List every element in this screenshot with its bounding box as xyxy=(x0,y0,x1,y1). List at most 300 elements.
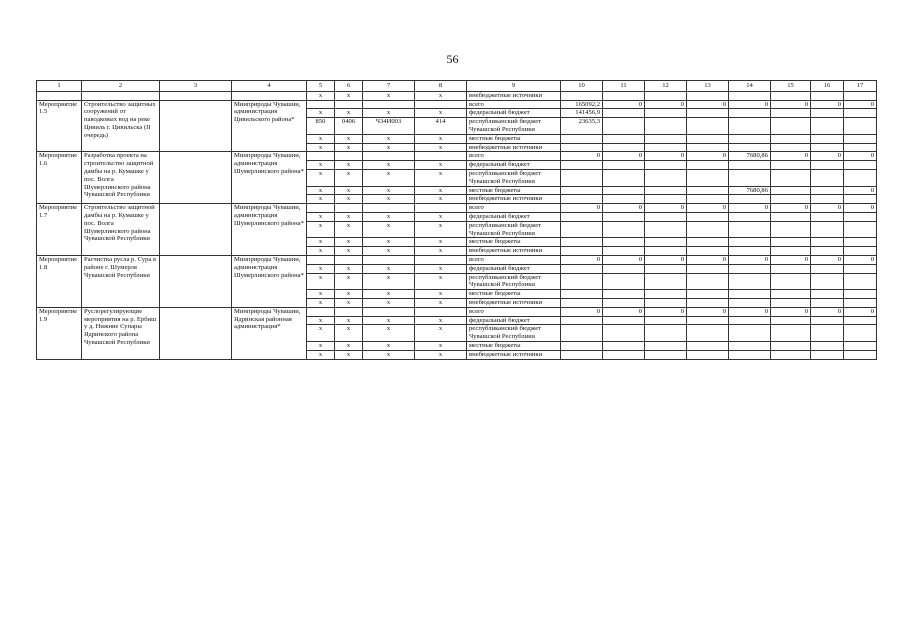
code-cell: x xyxy=(307,143,335,152)
code-cell xyxy=(307,307,335,316)
code-cell xyxy=(335,307,363,316)
code-cell: x xyxy=(415,325,467,342)
measure-executor: Минприроды Чувашии, администрация Шумерлинского района* xyxy=(232,204,307,256)
value-cell xyxy=(811,264,844,273)
code-cell: x xyxy=(363,195,415,204)
code-cell: x xyxy=(363,143,415,152)
code-cell: x xyxy=(363,273,415,290)
value-cell xyxy=(771,169,811,186)
value-cell: 0 xyxy=(811,255,844,264)
value-cell xyxy=(844,298,877,307)
value-cell xyxy=(771,221,811,238)
value-cell xyxy=(561,316,603,325)
measure-executor: Минприроды Чувашии, администрация Цивильского района* xyxy=(232,100,307,152)
measure-executor: Минприроды Чувашии, Ядринская районная администрация* xyxy=(232,307,307,359)
header-cell: 4 xyxy=(232,81,307,92)
value-cell xyxy=(645,290,687,299)
code-cell: x xyxy=(335,143,363,152)
value-cell xyxy=(811,195,844,204)
value-cell xyxy=(603,195,645,204)
code-cell: x xyxy=(307,290,335,299)
budget-label: федеральный бюджет xyxy=(467,212,561,221)
code-cell: x xyxy=(363,350,415,359)
value-cell xyxy=(729,134,771,143)
value-cell: 0 xyxy=(844,204,877,213)
code-cell xyxy=(307,255,335,264)
code-cell: x xyxy=(307,238,335,247)
code-cell: x xyxy=(335,212,363,221)
header-cell: 15 xyxy=(771,81,811,92)
value-cell: 141456,9 xyxy=(561,109,603,118)
value-cell xyxy=(771,143,811,152)
value-cell xyxy=(811,247,844,256)
code-cell: x xyxy=(307,169,335,186)
value-cell xyxy=(561,325,603,342)
value-cell xyxy=(645,161,687,170)
measure-id: Мероприятие 1.5 xyxy=(37,100,82,152)
value-cell xyxy=(645,316,687,325)
value-cell xyxy=(645,134,687,143)
value-cell: 0 xyxy=(729,255,771,264)
budget-label: всего xyxy=(467,204,561,213)
value-cell xyxy=(811,238,844,247)
value-cell xyxy=(645,186,687,195)
code-cell xyxy=(307,100,335,109)
table-row xyxy=(37,100,877,109)
value-cell: 0 xyxy=(844,307,877,316)
value-cell xyxy=(844,161,877,170)
code-cell: x xyxy=(307,91,335,100)
code-cell: x xyxy=(415,350,467,359)
value-cell xyxy=(771,161,811,170)
code-cell: x xyxy=(335,169,363,186)
value-cell: 0 xyxy=(811,204,844,213)
value-cell xyxy=(645,325,687,342)
value-cell: 0 xyxy=(687,255,729,264)
budget-label: республиканский бюджет Чувашской Республики xyxy=(467,118,561,135)
code-cell: x xyxy=(307,325,335,342)
code-cell: x xyxy=(335,109,363,118)
code-cell: x xyxy=(415,195,467,204)
code-cell: x xyxy=(307,264,335,273)
value-cell: 7680,86 xyxy=(729,186,771,195)
measure-col3 xyxy=(160,307,232,359)
value-cell: 0 xyxy=(687,152,729,161)
measure-name: Строительство защитных сооружений от паводковых вод на реке Цивиль г. Цивильска (II очередь) xyxy=(82,100,160,152)
value-cell xyxy=(729,212,771,221)
value-cell xyxy=(729,264,771,273)
value-cell xyxy=(729,325,771,342)
value-cell xyxy=(729,195,771,204)
header-cell: 16 xyxy=(811,81,844,92)
value-cell: 0 xyxy=(645,204,687,213)
header-cell: 10 xyxy=(561,81,603,92)
value-cell xyxy=(603,212,645,221)
code-cell xyxy=(307,152,335,161)
value-cell xyxy=(811,186,844,195)
value-cell: 0 xyxy=(729,307,771,316)
value-cell xyxy=(561,143,603,152)
value-cell xyxy=(687,350,729,359)
value-cell xyxy=(844,341,877,350)
value-cell: 0 xyxy=(603,152,645,161)
value-cell: 165092,2 xyxy=(561,100,603,109)
value-cell xyxy=(603,118,645,135)
measure-id: Мероприятие 1.7 xyxy=(37,204,82,256)
value-cell xyxy=(645,350,687,359)
measure-name: Руслорегулирующие мероприятия на р. Ербиш у д. Нижние Сунары Ядринского района Чувашской Республики xyxy=(82,307,160,359)
measure-name: Расчистка русла р. Сура в районе г. Шумерля Чувашской Республики xyxy=(82,255,160,307)
budget-label: всего xyxy=(467,255,561,264)
header-cell: 9 xyxy=(467,81,561,92)
value-cell xyxy=(603,186,645,195)
budget-label: республиканский бюджет Чувашской Республики xyxy=(467,221,561,238)
value-cell xyxy=(844,91,877,100)
code-cell xyxy=(335,100,363,109)
value-cell: 0 xyxy=(687,204,729,213)
value-cell xyxy=(844,247,877,256)
value-cell xyxy=(811,298,844,307)
code-cell: x xyxy=(335,91,363,100)
code-cell: x xyxy=(307,195,335,204)
empty-cell xyxy=(37,91,82,100)
header-cell: 3 xyxy=(160,81,232,92)
page-number: 56 xyxy=(446,52,459,66)
value-cell xyxy=(561,298,603,307)
value-cell xyxy=(561,134,603,143)
value-cell: 0 xyxy=(645,307,687,316)
value-cell xyxy=(771,238,811,247)
budget-label: федеральный бюджет xyxy=(467,264,561,273)
value-cell xyxy=(811,325,844,342)
value-cell xyxy=(811,316,844,325)
value-cell xyxy=(771,298,811,307)
value-cell xyxy=(687,341,729,350)
code-cell: x xyxy=(307,273,335,290)
code-cell: x xyxy=(415,290,467,299)
code-cell: x xyxy=(363,247,415,256)
budget-label: федеральный бюджет xyxy=(467,109,561,118)
code-cell: x xyxy=(307,247,335,256)
code-cell xyxy=(415,307,467,316)
code-cell: x xyxy=(335,350,363,359)
value-cell xyxy=(687,169,729,186)
code-cell: x xyxy=(415,264,467,273)
value-cell xyxy=(645,169,687,186)
value-cell: 0 xyxy=(645,100,687,109)
code-cell xyxy=(415,152,467,161)
code-cell: x xyxy=(307,134,335,143)
value-cell xyxy=(844,238,877,247)
value-cell xyxy=(561,273,603,290)
value-cell xyxy=(603,161,645,170)
value-cell xyxy=(729,221,771,238)
budget-label: внебюджетные источники xyxy=(467,91,561,100)
value-cell xyxy=(729,298,771,307)
measure-name: Разработка проекта на строительство защитной дамбы на р. Кумашке у пос. Волга Шумерлинского района Чувашской Республики xyxy=(82,152,160,204)
code-cell: x xyxy=(415,238,467,247)
value-cell: 0 xyxy=(729,204,771,213)
value-cell xyxy=(811,273,844,290)
value-cell xyxy=(844,264,877,273)
code-cell: x xyxy=(307,161,335,170)
value-cell xyxy=(645,264,687,273)
budget-label: федеральный бюджет xyxy=(467,316,561,325)
code-cell: x xyxy=(415,161,467,170)
value-cell xyxy=(844,350,877,359)
value-cell xyxy=(811,169,844,186)
value-cell xyxy=(771,186,811,195)
value-cell xyxy=(811,118,844,135)
value-cell xyxy=(729,238,771,247)
value-cell: 23635,3 xyxy=(561,118,603,135)
value-cell xyxy=(561,238,603,247)
budget-table xyxy=(36,80,877,360)
value-cell xyxy=(844,169,877,186)
value-cell xyxy=(729,290,771,299)
value-cell xyxy=(844,195,877,204)
value-cell xyxy=(687,109,729,118)
code-cell: x xyxy=(415,273,467,290)
budget-label: всего xyxy=(467,100,561,109)
code-cell xyxy=(363,204,415,213)
value-cell xyxy=(645,273,687,290)
carry-row xyxy=(37,91,877,100)
header-cell: 7 xyxy=(363,81,415,92)
code-cell: x xyxy=(335,341,363,350)
code-cell: x xyxy=(415,143,467,152)
value-cell xyxy=(729,273,771,290)
value-cell xyxy=(687,212,729,221)
value-cell xyxy=(844,212,877,221)
value-cell xyxy=(771,91,811,100)
value-cell xyxy=(811,134,844,143)
value-cell: 0 xyxy=(844,100,877,109)
value-cell xyxy=(729,91,771,100)
code-cell: x xyxy=(363,316,415,325)
value-cell xyxy=(603,290,645,299)
code-cell: x xyxy=(363,325,415,342)
value-cell: 0 xyxy=(811,307,844,316)
value-cell xyxy=(687,91,729,100)
value-cell xyxy=(561,290,603,299)
value-cell: 0 xyxy=(811,100,844,109)
value-cell xyxy=(771,247,811,256)
value-cell xyxy=(811,212,844,221)
value-cell xyxy=(771,195,811,204)
measure-col3 xyxy=(160,100,232,152)
budget-label: местные бюджеты xyxy=(467,134,561,143)
code-cell: x xyxy=(415,109,467,118)
value-cell xyxy=(771,109,811,118)
value-cell xyxy=(811,350,844,359)
value-cell xyxy=(603,325,645,342)
header-row xyxy=(37,81,877,92)
value-cell xyxy=(687,298,729,307)
code-cell: x xyxy=(415,341,467,350)
value-cell xyxy=(729,350,771,359)
value-cell: 0 xyxy=(687,307,729,316)
code-cell xyxy=(363,307,415,316)
value-cell xyxy=(687,325,729,342)
value-cell xyxy=(811,221,844,238)
header-cell: 14 xyxy=(729,81,771,92)
value-cell xyxy=(687,221,729,238)
value-cell xyxy=(771,118,811,135)
code-cell: x xyxy=(335,264,363,273)
budget-label: внебюджетные источники xyxy=(467,195,561,204)
value-cell xyxy=(729,161,771,170)
header-cell: 12 xyxy=(645,81,687,92)
value-cell xyxy=(687,238,729,247)
code-cell: x xyxy=(415,316,467,325)
value-cell: 0 xyxy=(561,204,603,213)
value-cell: 0 xyxy=(844,152,877,161)
budget-label: федеральный бюджет xyxy=(467,161,561,170)
value-cell xyxy=(687,143,729,152)
table-row xyxy=(37,255,877,264)
code-cell: x xyxy=(335,221,363,238)
code-cell: x xyxy=(335,161,363,170)
value-cell xyxy=(603,264,645,273)
value-cell xyxy=(729,109,771,118)
value-cell xyxy=(771,212,811,221)
value-cell xyxy=(645,221,687,238)
value-cell xyxy=(729,143,771,152)
value-cell xyxy=(561,169,603,186)
value-cell xyxy=(811,109,844,118)
value-cell: 0 xyxy=(603,307,645,316)
value-cell: 0 xyxy=(771,255,811,264)
measure-executor: Минприроды Чувашии, администрация Шумерлинского района* xyxy=(232,255,307,307)
budget-label: местные бюджеты xyxy=(467,238,561,247)
value-cell xyxy=(844,143,877,152)
value-cell xyxy=(603,169,645,186)
value-cell xyxy=(561,247,603,256)
code-cell: x xyxy=(307,109,335,118)
value-cell: 0 xyxy=(645,255,687,264)
budget-label: внебюджетные источники xyxy=(467,298,561,307)
code-cell: 850 xyxy=(307,118,335,135)
code-cell: x xyxy=(335,247,363,256)
code-cell: x xyxy=(307,350,335,359)
value-cell xyxy=(561,161,603,170)
value-cell xyxy=(687,290,729,299)
value-cell xyxy=(603,316,645,325)
value-cell xyxy=(687,118,729,135)
code-cell: x xyxy=(335,186,363,195)
value-cell: 0 xyxy=(603,255,645,264)
value-cell xyxy=(811,341,844,350)
value-cell: 0 xyxy=(844,255,877,264)
code-cell: x xyxy=(363,91,415,100)
budget-label: местные бюджеты xyxy=(467,290,561,299)
code-cell xyxy=(363,100,415,109)
value-cell xyxy=(603,238,645,247)
value-cell xyxy=(811,91,844,100)
code-cell xyxy=(415,204,467,213)
value-cell xyxy=(561,264,603,273)
header-cell: 17 xyxy=(844,81,877,92)
code-cell: x xyxy=(363,212,415,221)
header-cell: 13 xyxy=(687,81,729,92)
value-cell xyxy=(844,134,877,143)
value-cell xyxy=(771,341,811,350)
value-cell: 0 xyxy=(603,204,645,213)
value-cell: 0 xyxy=(771,100,811,109)
code-cell: x xyxy=(363,298,415,307)
value-cell xyxy=(645,118,687,135)
value-cell: 0 xyxy=(771,152,811,161)
code-cell: x xyxy=(307,316,335,325)
value-cell xyxy=(645,109,687,118)
code-cell: x xyxy=(363,161,415,170)
budget-label: всего xyxy=(467,152,561,161)
code-cell: x xyxy=(307,186,335,195)
budget-label: внебюджетные источники xyxy=(467,143,561,152)
value-cell: 7680,86 xyxy=(729,152,771,161)
code-cell xyxy=(335,152,363,161)
table-row xyxy=(37,307,877,316)
value-cell: 0 xyxy=(811,152,844,161)
code-cell: x xyxy=(415,91,467,100)
value-cell xyxy=(645,195,687,204)
value-cell xyxy=(844,221,877,238)
value-cell xyxy=(771,325,811,342)
value-cell xyxy=(687,195,729,204)
code-cell: x xyxy=(363,109,415,118)
empty-cell xyxy=(82,91,160,100)
value-cell: 0 xyxy=(645,152,687,161)
value-cell xyxy=(561,212,603,221)
value-cell: 0 xyxy=(561,152,603,161)
value-cell xyxy=(603,350,645,359)
value-cell xyxy=(603,298,645,307)
value-cell xyxy=(603,341,645,350)
value-cell xyxy=(687,273,729,290)
code-cell xyxy=(335,204,363,213)
code-cell xyxy=(415,100,467,109)
code-cell: x xyxy=(415,221,467,238)
value-cell xyxy=(561,221,603,238)
value-cell xyxy=(645,212,687,221)
code-cell xyxy=(307,204,335,213)
value-cell: 0 xyxy=(603,100,645,109)
code-cell: x xyxy=(335,273,363,290)
measure-col3 xyxy=(160,204,232,256)
budget-label: республиканский бюджет Чувашской Республики xyxy=(467,169,561,186)
budget-label: республиканский бюджет Чувашской Республики xyxy=(467,325,561,342)
code-cell: x xyxy=(415,212,467,221)
measure-col3 xyxy=(160,255,232,307)
empty-cell xyxy=(232,91,307,100)
table-row xyxy=(37,152,877,161)
value-cell xyxy=(603,221,645,238)
code-cell: x xyxy=(363,186,415,195)
budget-label: внебюджетные источники xyxy=(467,350,561,359)
code-cell: x xyxy=(335,195,363,204)
header-cell: 5 xyxy=(307,81,335,92)
value-cell xyxy=(844,109,877,118)
value-cell xyxy=(603,143,645,152)
budget-label: местные бюджеты xyxy=(467,341,561,350)
table-row xyxy=(37,204,877,213)
value-cell: 0 xyxy=(771,204,811,213)
measure-executor: Минприроды Чувашии, администрация Шумерлинского района* xyxy=(232,152,307,204)
code-cell xyxy=(363,152,415,161)
value-cell xyxy=(561,186,603,195)
value-cell: 0 xyxy=(687,100,729,109)
